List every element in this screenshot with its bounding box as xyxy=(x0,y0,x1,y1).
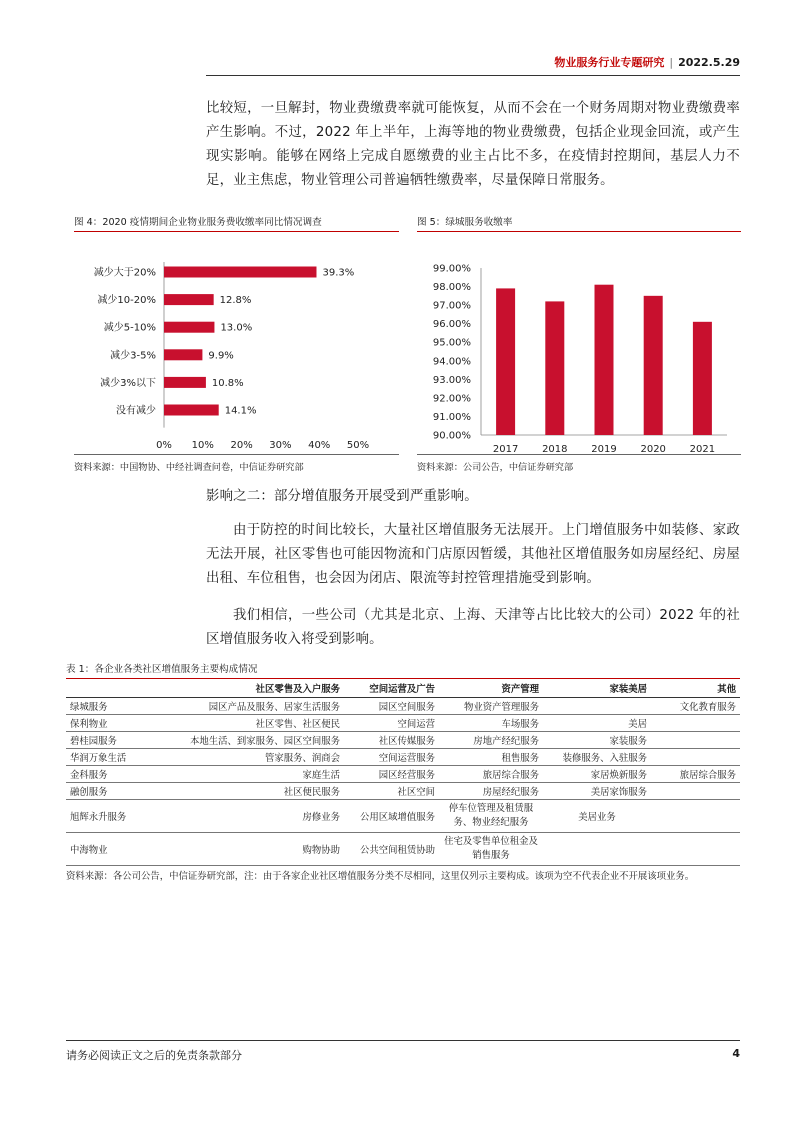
value-label-0: 39.3% xyxy=(322,267,355,279)
x-tick-label-1: 2018 xyxy=(542,444,568,452)
table-cell: 住宅及零售单位租金及销售服务 xyxy=(439,833,543,866)
page-number: 4 xyxy=(732,1047,740,1060)
disclaimer-text: 请务必阅读正文之后的免责条款部分 xyxy=(66,1049,242,1062)
table-row xyxy=(66,749,740,766)
table-cell: 物业资产管理服务 xyxy=(439,698,543,715)
table-cell: 社区传媒服务 xyxy=(344,732,439,749)
table-cell: 租售服务 xyxy=(439,749,543,766)
table-row xyxy=(66,833,740,866)
header-cell-retail: 社区零售及入户服务 xyxy=(144,679,344,698)
table-cell: 融创服务 xyxy=(66,783,144,800)
x-tick-label-1: 10% xyxy=(191,440,214,451)
value-label-5: 14.1% xyxy=(224,405,257,417)
table-cell: 本地生活、到家服务、园区空间服务 xyxy=(144,732,344,749)
table-title: 表 1：各企业各类社区增值服务主要构成情况 xyxy=(66,664,258,675)
y-tick-label-1: 91.00% xyxy=(432,411,471,423)
table-1 xyxy=(66,661,740,884)
x-tick-label-4: 2021 xyxy=(689,444,716,452)
x-tick-label-2: 20% xyxy=(230,440,253,451)
table-row xyxy=(66,766,740,783)
table-cell: 装修服务、入驻服务 xyxy=(543,749,651,766)
bar-3 xyxy=(164,349,202,360)
table-cell xyxy=(651,800,740,833)
figure-4 xyxy=(74,214,399,473)
bar-0 xyxy=(496,288,515,435)
value-label-2: 13.0% xyxy=(220,322,253,334)
value-label-4: 10.8% xyxy=(211,377,244,389)
figure-4-source: 资料来源：中国物协、中经社调查问卷，中信证券研究部 xyxy=(74,454,399,473)
table-cell: 华润万象生活 xyxy=(66,749,144,766)
table-cell xyxy=(543,833,651,866)
bar-3 xyxy=(644,296,663,435)
bar-0 xyxy=(164,267,316,278)
y-tick-label-2: 92.00% xyxy=(432,393,471,405)
table-cell: 车场服务 xyxy=(439,715,543,732)
table-row xyxy=(66,732,740,749)
category-label-4: 减少3%以下 xyxy=(100,377,156,389)
header-separator: | xyxy=(669,56,674,69)
bar-1 xyxy=(545,301,564,435)
table-cell: 社区便民服务 xyxy=(144,783,344,800)
table-cell: 文化教育服务 xyxy=(651,698,740,715)
table-cell xyxy=(651,833,740,866)
value-label-1: 12.8% xyxy=(219,295,252,307)
table-cell: 旅居综合服务 xyxy=(651,766,740,783)
y-tick-label-6: 96.00% xyxy=(432,319,471,331)
x-tick-label-3: 30% xyxy=(269,440,292,451)
y-tick-label-4: 94.00% xyxy=(432,356,471,368)
y-tick-label-3: 93.00% xyxy=(432,374,471,386)
table-cell: 美居 xyxy=(543,715,651,732)
table-cell: 美居家饰服务 xyxy=(543,783,651,800)
paragraph-4: 我们相信，一些公司（尤其是北京、上海、天津等占比比较大的公司）2022 年的社区增值服务收入将受到影响。 xyxy=(206,608,740,647)
bar-2 xyxy=(164,322,214,333)
table-row xyxy=(66,783,740,800)
table-row xyxy=(66,715,740,732)
table-cell xyxy=(651,783,740,800)
x-tick-label-2: 2019 xyxy=(591,444,617,452)
table-cell: 管家服务、润商会 xyxy=(144,749,344,766)
y-tick-label-7: 97.00% xyxy=(432,300,471,312)
table-cell: 金科服务 xyxy=(66,766,144,783)
category-label-0: 减少大于20% xyxy=(93,267,156,279)
table-cell: 家庭生活 xyxy=(144,766,344,783)
header-title xyxy=(554,54,740,70)
bar-4 xyxy=(164,377,206,388)
figure-5-title: 图 5：绿城服务收缴率 xyxy=(417,214,741,232)
y-tick-label-8: 98.00% xyxy=(432,282,471,294)
table-cell: 房修业务 xyxy=(144,800,344,833)
figure-4-chart xyxy=(74,232,399,452)
table-cell: 房屋经纪服务 xyxy=(439,783,543,800)
figure-5-source: 资料来源：公司公告，中信证券研究部 xyxy=(417,454,741,473)
table-cell: 购物协助 xyxy=(144,833,344,866)
table-cell xyxy=(651,732,740,749)
x-tick-label-3: 2020 xyxy=(640,444,666,452)
table-cell: 旭辉永升服务 xyxy=(66,800,144,833)
y-tick-label-9: 99.00% xyxy=(432,263,471,275)
table-cell: 房地产经纪服务 xyxy=(439,732,543,749)
header-cell-other: 其他 xyxy=(651,679,740,698)
table-cell: 绿城服务 xyxy=(66,698,144,715)
x-tick-label-5: 50% xyxy=(346,440,370,451)
table-cell: 空间运营服务 xyxy=(344,749,439,766)
table-cell: 中海物业 xyxy=(66,833,144,866)
table-cell: 社区空间 xyxy=(344,783,439,800)
header-cell-home: 家装美居 xyxy=(543,679,651,698)
report-date: 2022.5.29 xyxy=(678,56,740,69)
table-cell: 家居焕新服务 xyxy=(543,766,651,783)
table-cell: 保利物业 xyxy=(66,715,144,732)
table-cell xyxy=(651,749,740,766)
table-cell xyxy=(543,698,651,715)
report-type: 物业服务行业专题研究 xyxy=(554,56,665,69)
table-cell: 旅居综合服务 xyxy=(439,766,543,783)
bar-1 xyxy=(164,294,214,305)
table-cell: 社区零售、社区便民 xyxy=(144,715,344,732)
y-tick-label-0: 90.00% xyxy=(432,430,471,442)
category-label-5: 没有减少 xyxy=(116,405,156,417)
bar-4 xyxy=(693,322,712,435)
category-label-3: 减少3-5% xyxy=(110,350,156,362)
table-cell: 美居业务 xyxy=(543,800,651,833)
value-added-services-table xyxy=(66,678,740,866)
paragraph-1: 比较短，一旦解封，物业费缴费率就可能恢复，从而不会在一个财务周期对物业费缴费率产生影响。不过，2022 年上半年，上海等地的物业费缴费，包括企业现金回流，或产生现实影响。能够在网络上完成自愿缴费的业主占比不多，在疫情封控期间，基层人力不足，业主焦虑，物业管理公司普遍牺牲缴费率，尽量保障日常服务。 xyxy=(206,101,740,188)
figure-5 xyxy=(417,214,741,473)
category-label-1: 减少10-20% xyxy=(97,295,156,307)
category-label-2: 减少5-10% xyxy=(103,322,156,334)
table-row xyxy=(66,800,740,833)
page-header xyxy=(206,52,740,76)
x-tick-label-4: 40% xyxy=(308,440,331,451)
header-cell-asset: 资产管理 xyxy=(439,679,543,698)
bar-2 xyxy=(595,285,614,435)
table-cell: 公用区域增值服务 xyxy=(344,800,439,833)
table-cell: 园区经营服务 xyxy=(344,766,439,783)
table-cell: 停车位管理及租赁服务、物业经纪服务 xyxy=(439,800,543,833)
page-footer xyxy=(66,1040,740,1063)
table-cell: 公共空间租赁协助 xyxy=(344,833,439,866)
table-note: 资料来源：各公司公告，中信证券研究部，注：由于各家企业社区增值服务分类不尽相同，这里仅列示主要构成。该项为空不代表企业不开展该项业务。 xyxy=(66,871,695,882)
figure-5-chart xyxy=(417,232,741,452)
paragraph-2: 影响之二：部分增值服务开展受到严重影响。 xyxy=(206,489,478,504)
header-cell-space: 空间运营及广告 xyxy=(344,679,439,698)
y-tick-label-5: 95.00% xyxy=(432,337,471,349)
figure-4-title: 图 4：2020 疫情期间企业物业服务费收缴率同比情况调查 xyxy=(74,214,399,232)
table-cell: 园区空间服务 xyxy=(344,698,439,715)
value-label-3: 9.9% xyxy=(208,350,234,362)
table-cell: 空间运营 xyxy=(344,715,439,732)
x-tick-label-0: 0% xyxy=(156,440,172,451)
table-cell: 园区产品及服务、居家生活服务 xyxy=(144,698,344,715)
table-cell: 家装服务 xyxy=(543,732,651,749)
paragraph-3: 由于防控的时间比较长，大量社区增值服务无法展开。上门增值服务中如装修、家政无法开展，社区零售也可能因物流和门店原因暂缓，其他社区增值服务如房屋经纪、房屋出租、车位租售，也会因为闭店、限流等封控管理措施受到影响。 xyxy=(206,523,740,586)
table-header-row xyxy=(66,679,740,698)
bar-5 xyxy=(164,405,219,416)
table-cell xyxy=(651,715,740,732)
table-row xyxy=(66,698,740,715)
x-tick-label-0: 2017 xyxy=(492,444,519,452)
header-cell-company xyxy=(66,679,144,698)
table-cell: 碧桂园服务 xyxy=(66,732,144,749)
